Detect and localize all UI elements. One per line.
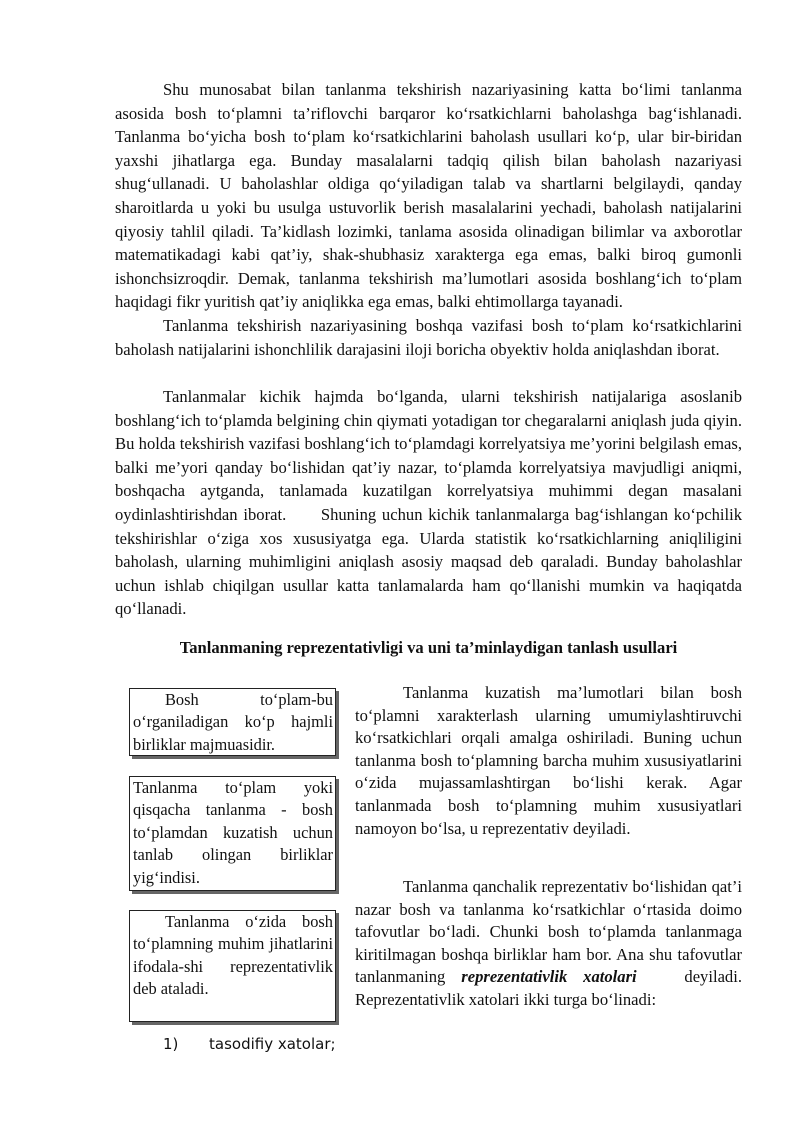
list-item [163,1034,336,1054]
small-samples-continuation: Shuning uchun kichik tanlanmalarga bag‘ishlangan ko‘pchilik tekshirishlar o‘ziga xos xususiyatga ega. Ularda statistik ko‘rsatkichlarning aniqliligini baholash, ularning muhimligini aniqlash asosiy maqsad deb qaraladi. Bunday baholashlar uchun ishlab chiqilgan usullar katta tanlamalarda ham qo‘llanishi mumkin va haqiqatda qo‘llanadi. [115,504,743,619]
definition-sample-text: Tanlanma to‘plam yoki qisqacha tanlanma - bosh to‘plamdan kuzatish uchun tanlab olingan birliklar yig‘indisi. [133,778,333,887]
paragraph-estimation-theory: Shu munosabat bilan tanlanma tekshirish nazariyasining katta bo‘limi tanlanma asosida bosh to‘plamni ta’riflovchi barqaror ko‘rsatkichlarni baholashga bag‘ishlanadi. Tanlanma bo‘yicha bosh to‘plam ko‘rsatkichlarini baholash usullari ko‘p, ular bir-biridan yaxshi jihatlarga ega. Bunday masalalarni tadqiq qilish bilan baholash nazariyasi shug‘ullanadi. U baholashlar oldiga qo‘yiladigan talab va shartlarni belgilaydi, qanday sharoitlarda u yoki bu usulga ustuvorlik berish masalalarini yechadi, baholash natijalarini qiyosiy tahlil qiladi. Ta’kidlash lozimki, tanlama asosida olinadigan bilimlar va axborotlar matematikadagi kabi qat’iy, shak-shubhasiz xarakterga ega emas, balki biroq gumonli ishonchsizroqdir. Demak, tanlanma tekshirish ma’lumotlari asosida boshlang‘ich to‘plam haqidagi fikr yuritish qat’iy aniqlikka ega emas, balki ehtimollarga tayanadi. [115,80,742,312]
term-representativeness-errors: reprezentativlik xatolari [461,967,637,987]
definition-population-text: Bosh to‘plam-bu o‘rganiladigan ko‘p hajmli birliklar majmuasidir. [133,690,333,754]
list-item-text: tasodifiy xatolar; [209,1035,336,1053]
definition-representativeness-text: Tanlanma o‘zida bosh to‘plamning muhim jihatlarini ifodala-shi reprezentativlik deb ataladi. [133,912,333,999]
definition-box-population [129,688,336,756]
paragraph-reliability-task: Tanlanma tekshirish nazariyasining boshqa vazifasi bosh to‘plam ko‘rsatkichlarini baholash natijalarini ishonchlilik darajasini iloji boricha obyektiv holda aniqlashdan iborat. [115,316,742,359]
errors-text-start: Tanlanma qanchalik reprezentativ bo‘lishidan qat’i nazar bosh va tanlanma ko‘rsatkichlar o‘rtasida doimo tafovutlar bo‘ladi. Chunki bosh to‘plamda tanlanmaga kiritilmagan boshqa birliklar ham bor. Ana shu tafovutlar tanlanmaning [355,877,742,987]
paragraph-representative-sample: Tanlanma kuzatish ma’lumotlari bilan bosh to‘plamni xarakterlash ularning umumiylashtiruvchi ko‘rsatkichlari orqali amalga oshiriladi. Buning uchun tanlanma bosh to‘plamning barcha muhim xususiyatlarini o‘zida mujassamlashtirgan bo‘lishi kerak. Agar tanlanmada bosh to‘plamning muhim xususiyatlari namoyon bo‘lsa, u reprezentativ deyiladi. [355,683,742,838]
paragraph-representativeness-errors [355,876,742,1012]
definition-box-representativeness [129,910,336,1022]
section-heading: Tanlanmaning reprezentativligi va uni ta’minlaydigan tanlash usullari [179,638,678,657]
list-item-number: 1) [163,1035,179,1053]
definition-box-sample [129,776,336,891]
paragraph-small-samples [115,385,742,621]
errors-text-end: deyiladi. Reprezentativlik xatolari ikki turga bo‘linadi: [355,967,742,1009]
small-samples-text: Tanlanmalar kichik hajmda bo‘lganda, ularni tekshirish natijalariga asoslanib boshlang‘ich to‘plamda belgining chin qiymati yotadigan tor chegaralarni aniqlash juda qiyin. Bu holda tekshirish vazifasi boshlang‘ich to‘plamdagi korrelyatsiya me’yorini belgilash emas, balki me’yori qanday bo‘lishidan qat’iy nazar, to‘plamda korrelyatsiya mavjudligi aniqmi, boshqacha aytganda, tanlamada kuzatilgan korrelyatsiya muhimmi degan masalani oydinlashtirishdan iborat. [115,387,742,524]
